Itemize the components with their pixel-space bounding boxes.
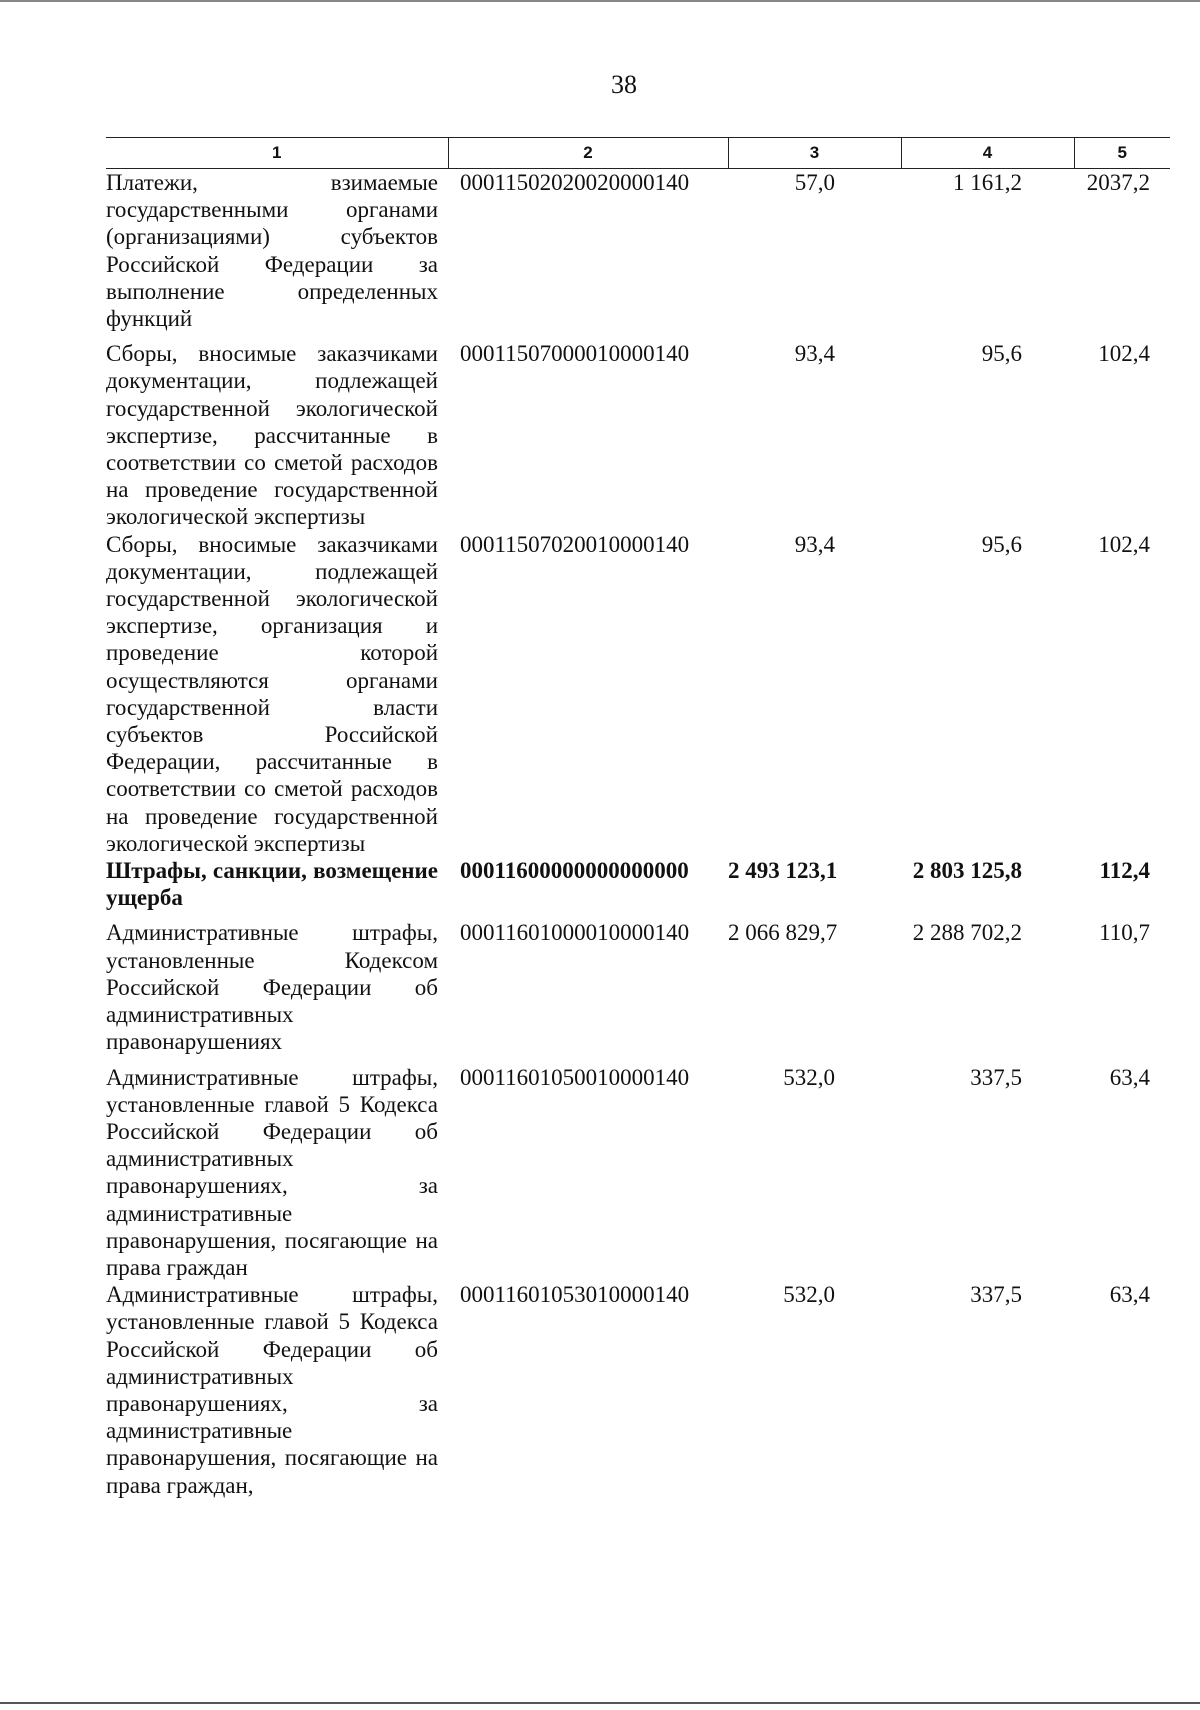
table-body [106, 169, 1170, 1499]
table-row [106, 169, 1170, 341]
row-value-col-3: 2 066 829,7 [728, 920, 838, 946]
scan-edge-bottom [0, 1702, 1200, 1704]
row-value-col-5: 2037,2 [1086, 170, 1150, 195]
header-col-4: 4 [901, 138, 1074, 169]
row-value-col-3: 93,4 [794, 531, 835, 557]
row-code: 00011601050010000140 [460, 1064, 690, 1090]
row-code: 00011502020020000140 [460, 170, 690, 195]
row-value-col-3: 93,4 [794, 341, 835, 367]
row-value-col-5: 63,4 [1109, 1282, 1150, 1308]
row-description: Штрафы, санкции, возмещение ущерба [106, 858, 438, 911]
header-col-2: 2 [448, 138, 728, 169]
row-code: 00011507020010000140 [460, 531, 690, 557]
row-value-col-4: 2 288 702,2 [912, 920, 1022, 946]
row-code: 00011601053010000140 [460, 1282, 690, 1308]
row-description: Административные штрафы, установленные главой 5 Кодекса Российской Федерации об административных правонарушениях, за административные правонарушения, посягающие на права граждан [106, 1064, 438, 1280]
header-col-1: 1 [106, 138, 448, 169]
row-value-col-3: 532,0 [783, 1064, 835, 1090]
row-value-col-3: 532,0 [783, 1282, 835, 1308]
row-value-col-4: 95,6 [981, 531, 1022, 557]
row-description: Сборы, вносимые заказчиками документации, подлежащей государственной экологической экспертизе, рассчитанные в соответствии со сметой расходов на проведение государственной экологической экспертизы [106, 341, 438, 530]
page-number: 38 [611, 70, 637, 99]
row-value-col-5: 63,4 [1109, 1064, 1150, 1090]
row-value-col-4: 2 803 125,8 [912, 858, 1022, 884]
row-value-col-5: 102,4 [1098, 531, 1150, 557]
scan-edge-top [0, 0, 1200, 2]
row-description: Сборы, вносимые заказчиками документации, подлежащей государственной экологической экспертизе, организация и проведение которой осуществляются органами государственной власти субъектов Российской Федерации, рассчитанные в соответствии со сметой расходов на проведение государственной экологической экспертизы [106, 531, 438, 856]
row-value-col-4: 337,5 [970, 1064, 1022, 1090]
row-value-col-5: 110,7 [1099, 920, 1150, 946]
row-description: Платежи, взимаемые государственными органами (организациями) субъектов Российской Федерации за выполнение определенных функций [106, 170, 438, 332]
table-row [106, 531, 1170, 857]
row-code: 00011507000010000140 [460, 341, 690, 367]
row-value-col-3: 57,0 [794, 170, 835, 195]
row-value-col-5: 102,4 [1098, 341, 1150, 367]
row-value-col-4: 337,5 [970, 1282, 1022, 1308]
table-row [106, 857, 1170, 919]
table-row [106, 919, 1170, 1063]
row-code: 00011600000000000000 [460, 858, 689, 884]
budget-table [106, 137, 1170, 1499]
row-description: Административные штрафы, установленные Кодексом Российской Федерации об административных правонарушениях [106, 920, 438, 1055]
row-code: 00011601000010000140 [460, 920, 690, 946]
table-row [106, 1281, 1170, 1499]
header-col-3: 3 [728, 138, 901, 169]
table-row [106, 1064, 1170, 1282]
row-value-col-5: 112,4 [1099, 858, 1150, 884]
row-value-col-3: 2 493 123,1 [728, 858, 838, 884]
table-row [106, 340, 1170, 530]
header-row [106, 138, 1170, 169]
table-header [106, 138, 1170, 169]
row-value-col-4: 95,6 [981, 341, 1022, 367]
row-description: Административные штрафы, установленные главой 5 Кодекса Российской Федерации об административных правонарушениях, за административные правонарушения, посягающие на права граждан, [106, 1282, 438, 1498]
row-value-col-4: 1 161,2 [953, 170, 1022, 195]
header-col-5: 5 [1074, 138, 1170, 169]
